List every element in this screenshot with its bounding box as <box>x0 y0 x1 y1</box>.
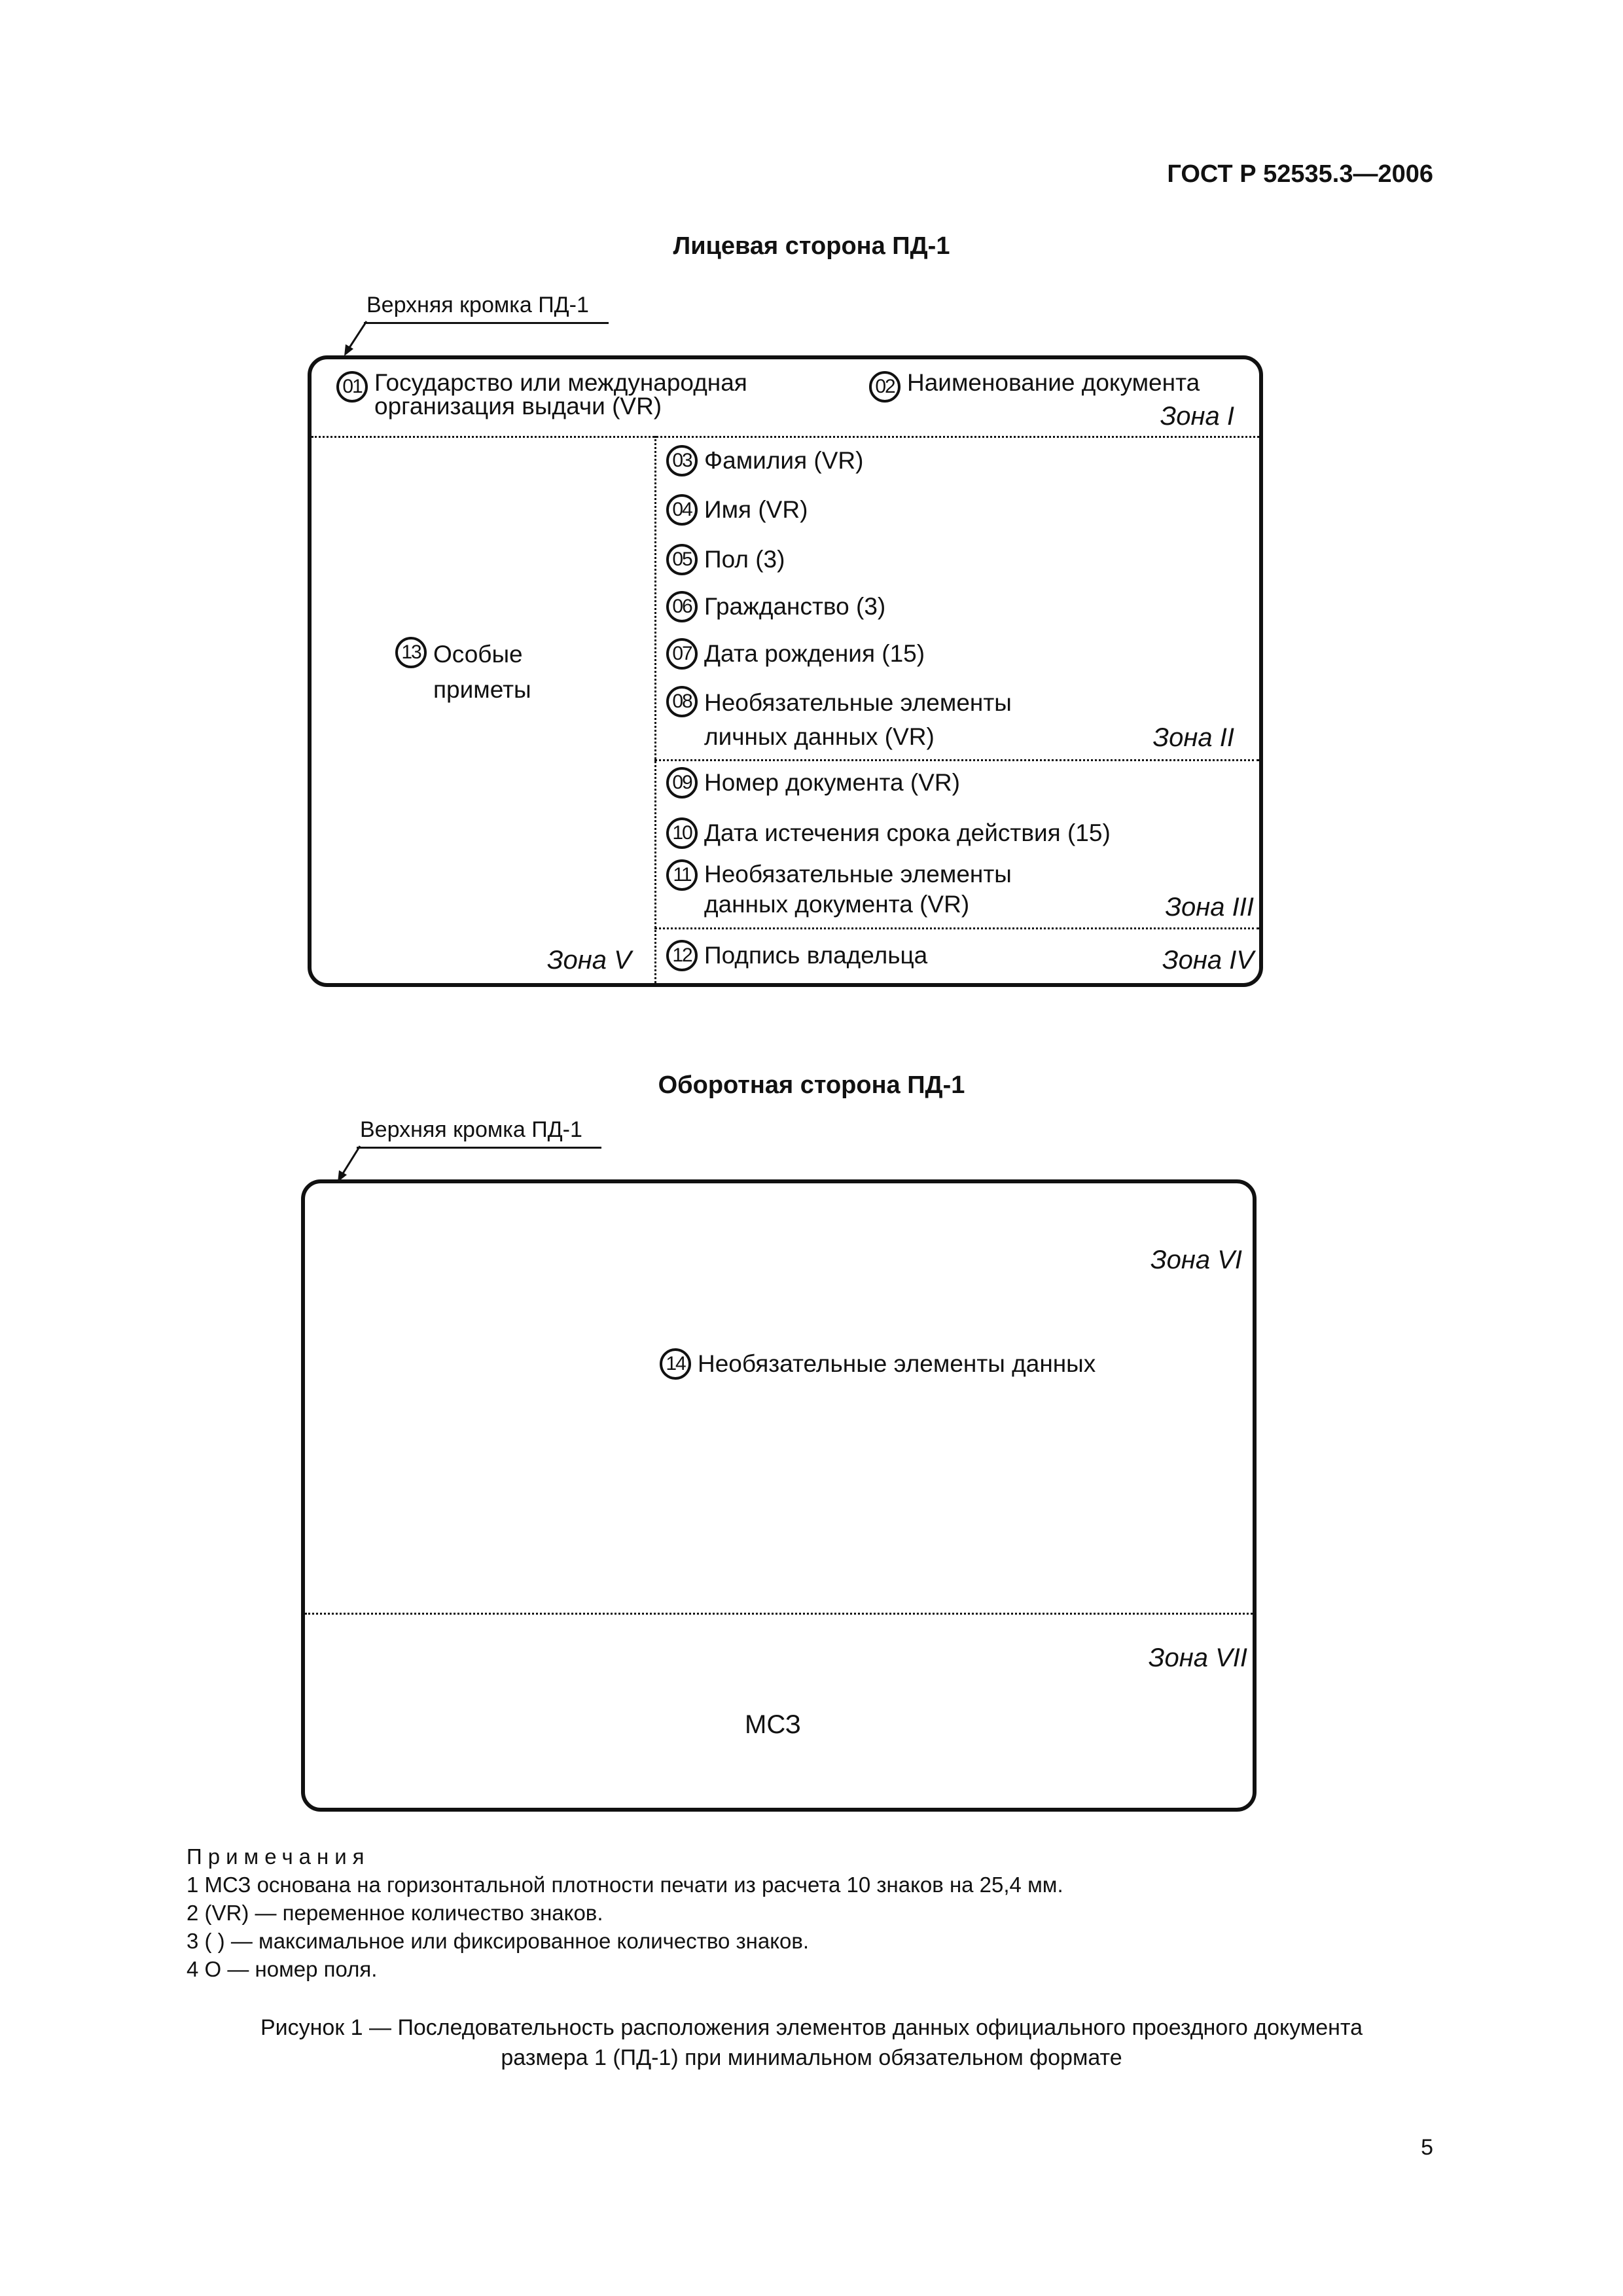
field-01-issuing-state <box>336 371 747 418</box>
zone-v-divider <box>654 436 656 983</box>
notes-block <box>187 1842 1063 1983</box>
back-top-edge-underline <box>357 1147 601 1149</box>
zone-v-label: Зона V <box>547 946 632 975</box>
field-13-distinguishing-marks <box>395 637 531 708</box>
field-label: Гражданство (3) <box>704 593 886 620</box>
field-label: Дата рождения (15) <box>704 640 925 667</box>
field-label: Государство или международная <box>374 369 747 396</box>
zone-iii-label: Зона III <box>1165 893 1254 922</box>
field-number-badge: 07 <box>666 638 698 670</box>
figure-caption-line: размера 1 (ПД-1) при минимальном обязательном формате <box>501 2045 1122 2070</box>
field-number-badge: 12 <box>666 940 698 971</box>
note-item: 4 О — номер поля. <box>187 1957 378 1981</box>
field-number-badge: 09 <box>666 767 698 798</box>
field-number-badge: 14 <box>660 1348 691 1380</box>
field-label: Имя (VR) <box>704 496 808 523</box>
field-12-holder-signature <box>666 940 927 971</box>
field-number-badge: 08 <box>666 686 698 717</box>
field-label: Подпись владельца <box>704 942 928 969</box>
field-number-badge: 10 <box>666 817 698 849</box>
note-item: 2 (VR) — переменное количество знаков. <box>187 1901 603 1925</box>
front-top-edge-label: Верхняя кромка ПД-1 <box>366 293 589 317</box>
back-top-edge-arrow-icon <box>334 1144 366 1185</box>
field-label: Наименование документа <box>907 369 1200 396</box>
field-label: Фамилия (VR) <box>704 447 864 474</box>
front-card <box>308 355 1263 987</box>
figure-caption <box>0 2013 1623 2073</box>
machine-readable-zone-label: МСЗ <box>745 1710 801 1739</box>
field-06-nationality <box>666 591 885 622</box>
zone-vi-label: Зона VI <box>1150 1246 1242 1274</box>
field-05-sex <box>666 544 785 575</box>
field-07-date-of-birth <box>666 638 925 670</box>
field-label: Пол (3) <box>704 546 785 573</box>
front-top-edge-arrow-icon <box>340 319 373 359</box>
note-item: 3 ( ) — максимальное или фиксированное количество знаков. <box>187 1929 810 1953</box>
field-number-badge: 06 <box>666 591 698 622</box>
field-03-surname <box>666 445 863 476</box>
zone-i-label: Зона I <box>1160 402 1234 431</box>
field-04-given-name <box>666 494 808 526</box>
zone-iv-label: Зона IV <box>1162 946 1254 975</box>
figure-caption-line: Рисунок 1 — Последовательность расположения элементов данных официального проездного документа <box>260 2015 1363 2040</box>
field-label: Необязательные элементы <box>704 689 1012 716</box>
field-number-badge: 03 <box>666 445 698 476</box>
zone-ii-divider <box>654 759 1259 761</box>
page-number: 5 <box>1421 2135 1433 2160</box>
document-standard-number: ГОСТ Р 52535.3—2006 <box>1167 160 1433 188</box>
front-side-title: Лицевая сторона ПД-1 <box>673 232 950 260</box>
field-label: Дата истечения срока действия (15) <box>704 819 1111 846</box>
zone-iii-divider <box>654 927 1259 929</box>
back-side-title: Оборотная сторона ПД-1 <box>658 1071 965 1099</box>
back-top-edge-label: Верхняя кромка ПД-1 <box>360 1117 582 1142</box>
field-08-optional-personal-data <box>666 686 1012 754</box>
field-number-badge: 04 <box>666 494 698 526</box>
zone-ii-label: Зона II <box>1152 723 1234 752</box>
field-number-badge: 05 <box>666 544 698 575</box>
field-label-cont: организация выдачи (VR) <box>374 393 662 420</box>
field-label-cont: личных данных (VR) <box>704 723 935 750</box>
field-label-cont: приметы <box>433 676 531 703</box>
front-top-edge-underline <box>364 322 609 324</box>
field-02-document-name <box>869 371 1200 403</box>
field-number-badge: 13 <box>395 637 427 668</box>
note-item: 1 МСЗ основана на горизонтальной плотности печати из расчета 10 знаков на 25,4 мм. <box>187 1873 1063 1897</box>
back-card <box>301 1179 1257 1812</box>
field-number-badge: 11 <box>666 859 698 891</box>
field-number-badge: 02 <box>869 371 901 403</box>
field-label: Особые <box>433 641 523 668</box>
field-label: Номер документа (VR) <box>704 769 960 796</box>
field-10-expiry-date <box>666 817 1111 849</box>
field-11-optional-document-data <box>666 859 1012 920</box>
field-14-optional-data <box>660 1348 1096 1380</box>
field-label: Необязательные элементы данных <box>698 1350 1096 1377</box>
field-number-badge: 01 <box>336 371 368 403</box>
field-09-document-number <box>666 767 960 798</box>
notes-heading: Примечания <box>187 1844 370 1869</box>
zone-vii-label: Зона VII <box>1148 1643 1247 1672</box>
zone-i-divider <box>312 436 1259 438</box>
zone-vii-divider <box>305 1613 1253 1615</box>
field-label-cont: данных документа (VR) <box>704 891 970 918</box>
field-label: Необязательные элементы <box>704 861 1012 888</box>
